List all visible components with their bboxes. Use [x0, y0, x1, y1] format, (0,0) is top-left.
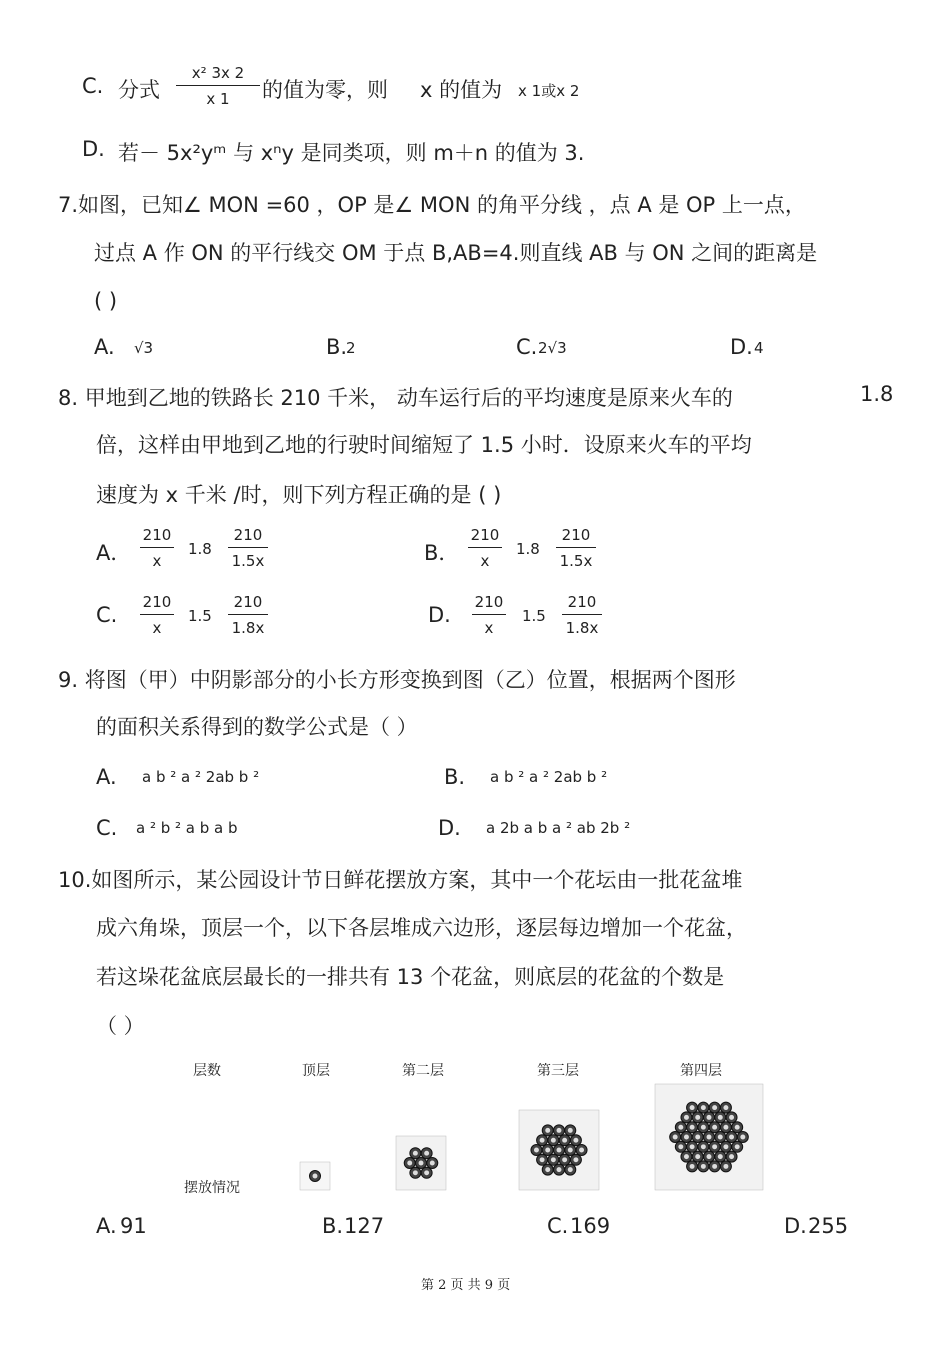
q6-c-label: C.: [82, 74, 104, 98]
q10-opt-d-label: D.: [784, 1214, 807, 1238]
q6-c-fraction: [176, 66, 260, 107]
q9-line1: 9. 将图（甲）中阴影部分的小长方形变换到图（乙）位置，根据两个图形: [58, 668, 736, 692]
flower-pot-center: [723, 1164, 728, 1169]
q7-paren: ( ): [94, 289, 118, 313]
flower-pot-center: [707, 1154, 712, 1159]
fig-label-fourth: 第四层: [680, 1063, 722, 1079]
flower-pot-center: [407, 1161, 412, 1166]
flower-pot-center: [573, 1157, 578, 1162]
q8-line1: 8. 甲地到乙地的铁路长 210 千米， 动车运行后的平均速度是原来火车的: [58, 386, 733, 410]
flower-pot-center: [690, 1144, 695, 1149]
flower-pot-center: [684, 1135, 689, 1140]
q8-opt-a-frac2: 210 1.5x: [228, 528, 268, 569]
flower-pot-center: [701, 1164, 706, 1169]
q6-c-frac-num: x² 3x 2: [191, 64, 245, 82]
q8-opt-d-frac1: 210 x: [472, 595, 506, 636]
flower-pot-center: [718, 1115, 723, 1120]
q8-opt-c-frac1: 210 x: [140, 595, 174, 636]
q6-c-frac-den: x 1: [206, 90, 230, 108]
q8-opt-d-label: D.: [428, 603, 451, 627]
flower-pot-center: [684, 1115, 689, 1120]
fig-label-arrangement: 摆放情况: [184, 1180, 240, 1196]
q10-opt-d-value: 255: [808, 1214, 849, 1238]
q9-line2: 的面积关系得到的数学公式是（ ）: [96, 715, 418, 739]
flower-pot-center: [545, 1148, 550, 1153]
flower-pot-center: [540, 1157, 545, 1162]
q8-opt-d-frac2: 210 1.8x: [562, 595, 602, 636]
q8-opt-c-mid: 1.5: [188, 607, 212, 625]
q10-opt-a-label: A.: [96, 1214, 117, 1238]
q6-c-answer: x 1或x 2: [518, 82, 580, 100]
flower-pot-center: [729, 1154, 734, 1159]
flower-pot-center: [551, 1138, 556, 1143]
flower-pot-center: [413, 1170, 418, 1175]
flower-pot-center: [690, 1164, 695, 1169]
q6-d-label: D.: [82, 137, 105, 161]
q8-opt-c-frac2: 210 1.8x: [228, 595, 268, 636]
q6-c-x: x 的值为: [420, 78, 503, 102]
flower-pot-center: [424, 1151, 429, 1156]
flower-pot-center: [579, 1148, 584, 1153]
flower-pot-center: [540, 1138, 545, 1143]
q7-opt-b-value: 2: [346, 339, 356, 357]
q10-opt-c-value: 169: [570, 1214, 611, 1238]
flower-pot-center: [557, 1128, 562, 1133]
flower-pot-center: [551, 1157, 556, 1162]
flowerpot-figure: [290, 1080, 780, 1195]
flower-pot-center: [695, 1154, 700, 1159]
flower-pot-center: [678, 1144, 683, 1149]
flower-pot-center: [707, 1135, 712, 1140]
flower-pot-center: [712, 1125, 717, 1130]
q8-opt-b-label: B．: [424, 541, 460, 565]
flower-pot-center: [430, 1161, 435, 1166]
flower-pot-center: [707, 1115, 712, 1120]
flower-pot-center: [568, 1148, 573, 1153]
q9-opt-d: a 2b a b a ² ab 2b ²: [486, 819, 631, 837]
flower-pot-center: [562, 1157, 567, 1162]
flower-pot-center: [568, 1167, 573, 1172]
q8-opt-a-mid: 1.8: [188, 540, 212, 558]
q8-opt-b-mid: 1.8: [516, 540, 540, 558]
q7-opt-c-label: C.: [516, 335, 538, 359]
flower-pot-center: [712, 1164, 717, 1169]
flower-pot-center: [712, 1105, 717, 1110]
q9-opt-c: a ² b ² a b a b: [136, 819, 238, 837]
flower-pot-center: [735, 1125, 740, 1130]
flower-pot-center: [729, 1135, 734, 1140]
flower-pot-center: [701, 1125, 706, 1130]
q8-opt-b-frac2: 210 1.5x: [556, 528, 596, 569]
q8-opt-a-label: A．: [96, 541, 132, 565]
flower-pot-center: [534, 1148, 539, 1153]
flower-pot-center: [695, 1135, 700, 1140]
flower-pot-center: [712, 1144, 717, 1149]
q8-line3: 速度为 x 千米 /时，则下列方程正确的是 ( ): [96, 483, 502, 507]
q9-opt-d-label: D.: [438, 816, 461, 840]
q10-opt-b-value: 127: [344, 1214, 385, 1238]
q7-opt-d-value: 4: [754, 339, 764, 357]
q10-opt-b-label: B.: [322, 1214, 344, 1238]
q9-opt-a-label: A.: [96, 765, 117, 789]
fig-label-third: 第三层: [537, 1063, 579, 1079]
flower-pot-center: [568, 1128, 573, 1133]
flower-pot-center: [701, 1144, 706, 1149]
q10-opt-c-label: C.: [547, 1214, 569, 1238]
flower-pot-center: [718, 1135, 723, 1140]
flower-pot-center: [690, 1125, 695, 1130]
q9-opt-b: a b ² a ² 2ab b ²: [490, 768, 608, 786]
q7-opt-a-value: √3: [134, 339, 154, 357]
flower-pot-center: [678, 1125, 683, 1130]
flower-pot-center: [545, 1128, 550, 1133]
q8-opt-b-frac1: 210 x: [468, 528, 502, 569]
flower-pot-center: [684, 1154, 689, 1159]
q10-paren: （ ）: [96, 1014, 145, 1038]
flower-pot-center: [562, 1138, 567, 1143]
page-footer: 第 2 页 共 9 页: [421, 1278, 511, 1293]
q7-opt-c-value: 2√3: [538, 339, 567, 357]
q7-opt-a-label: A.: [94, 335, 115, 359]
flower-pot-center: [557, 1148, 562, 1153]
flower-pot-center: [729, 1115, 734, 1120]
q10-line1: 10.如图所示，某公园设计节日鲜花摆放方案，其中一个花坛由一批花盆堆: [58, 868, 743, 892]
q7-opt-b-label: B.: [326, 335, 348, 359]
q9-opt-a: a b ² a ² 2ab b ²: [142, 768, 260, 786]
flower-pot-center: [723, 1125, 728, 1130]
fig-label-second: 第二层: [402, 1063, 444, 1079]
q6-d-text: 若－ 5x²yᵐ 与 xⁿy 是同类项，则 m＋n 的值为 3.: [118, 141, 585, 165]
flower-pot-center: [413, 1151, 418, 1156]
fig-label-top: 顶层: [302, 1063, 330, 1079]
flower-pot-center: [545, 1167, 550, 1172]
flower-pot-center: [673, 1135, 678, 1140]
q8-opt-a-frac1: 210 x: [140, 528, 174, 569]
flower-pot-center: [557, 1167, 562, 1172]
flower-pot-center: [690, 1105, 695, 1110]
q10-opt-a-value: 91: [120, 1214, 147, 1238]
flower-pot-center: [723, 1105, 728, 1110]
q10-line3: 若这垛花盆底层最长的一排共有 13 个花盆，则底层的花盆的个数是: [96, 965, 725, 989]
q7-line2: 过点 A 作 ON 的平行线交 OM 于点 B,AB=4.则直线 AB 与 ON 之间的距离是: [94, 241, 818, 265]
flower-pot-center: [313, 1174, 318, 1179]
flower-pot-center: [424, 1170, 429, 1175]
flower-pot-center: [695, 1115, 700, 1120]
q8-opt-c-label: C.: [96, 603, 118, 627]
q8-line1-end: 1.8: [860, 382, 894, 406]
q8-opt-d-mid: 1.5: [522, 607, 546, 625]
q6-c-text2: 的值为零，则: [262, 78, 388, 102]
flower-pot-center: [735, 1144, 740, 1149]
flower-pot-center: [419, 1161, 424, 1166]
q6-c-text: 分式: [118, 78, 160, 102]
flower-pot-center: [723, 1144, 728, 1149]
q7-line1: 7.如图，已知∠ MON =60 ，OP 是∠ MON 的角平分线 ，点 A 是 OP 上一点，: [58, 193, 806, 217]
q9-opt-b-label: B.: [444, 765, 466, 789]
q8-line2: 倍，这样由甲地到乙地的行驶时间缩短了 1.5 小时．设原来火车的平均: [96, 433, 752, 457]
flower-pot-center: [718, 1154, 723, 1159]
fig-label-layers: 层数: [193, 1063, 221, 1079]
flower-pot-center: [701, 1105, 706, 1110]
pots-layer-1: [310, 1171, 321, 1182]
q10-line2: 成六角垛，顶层一个，以下各层堆成六边形，逐层每边增加一个花盆，: [96, 916, 747, 940]
flower-pot-center: [740, 1135, 745, 1140]
q9-opt-c-label: C.: [96, 816, 118, 840]
q7-opt-d-label: D.: [730, 335, 753, 359]
flower-pot-center: [573, 1138, 578, 1143]
